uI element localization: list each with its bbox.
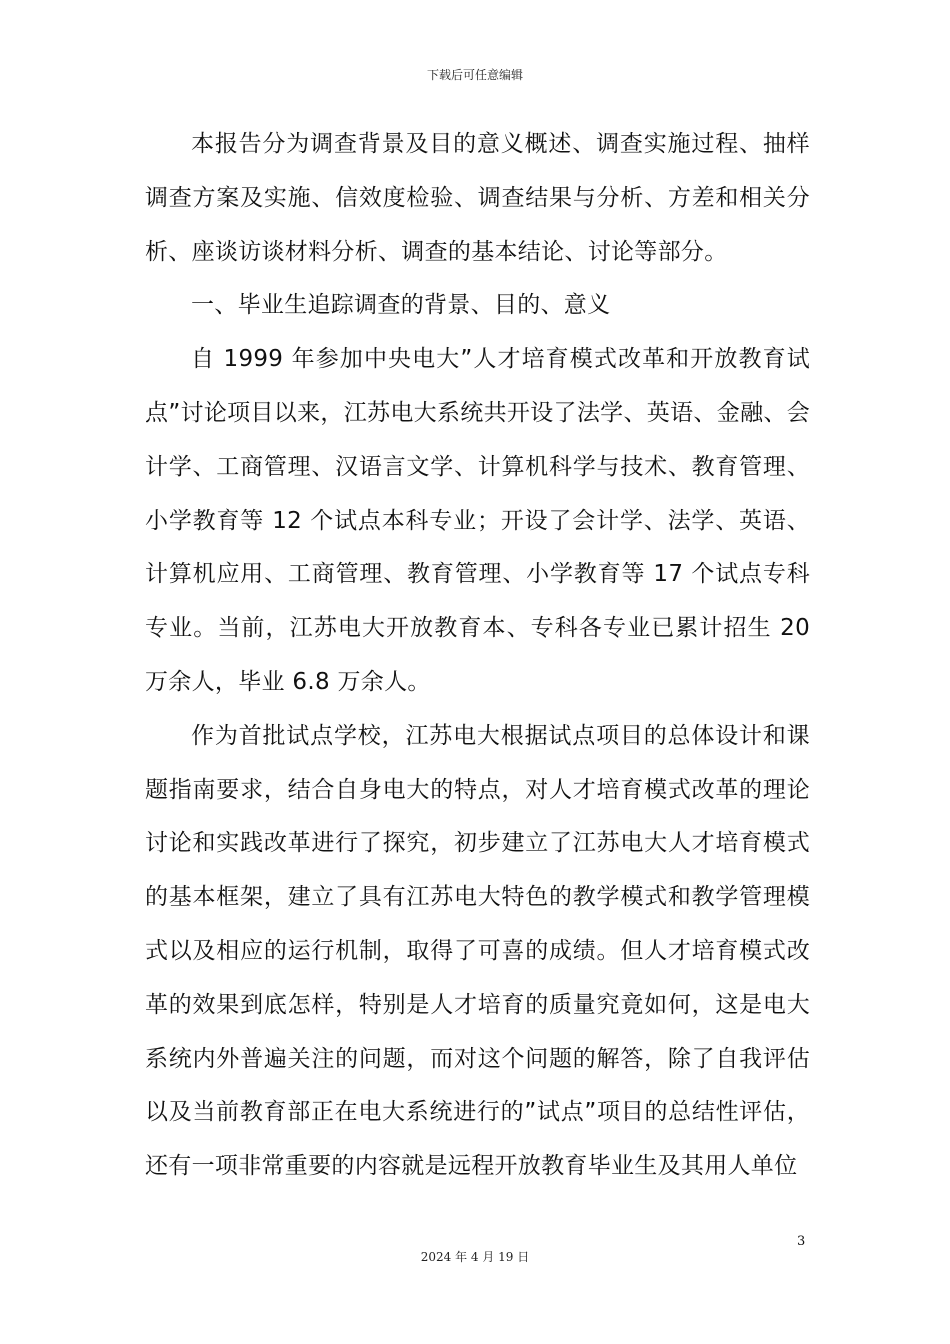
paragraph-background: 自 1999 年参加中央电大”人才培育模式改革和开放教育试点”讨论项目以来，江苏电大系统共开设了法学、英语、金融、会计学、工商管理、汉语言文学、计算机科学与技术、教育管理、小学教育等 12 个试点本科专业；开设了会计学、法学、英语、计算机应用、工商管理、教育管理、小学教育等 17 个试点专科专业。当前，江苏电大开放教育本、专科各专业已累计招生 20 万余人，毕业 6.8 万余人。	[145, 346, 810, 695]
section-heading: 一、毕业生追踪调查的背景、目的、意义	[191, 292, 611, 319]
document-body	[145, 118, 810, 1194]
paragraph-report-structure: 本报告分为调查背景及目的意义概述、调查实施过程、抽样调查方案及实施、信效度检验、调查结果与分析、方差和相关分析、座谈访谈材料分析、调查的基本结论、讨论等部分。	[145, 131, 810, 265]
page-header: 下载后可任意编辑	[426, 68, 523, 82]
paragraph-purpose: 作为首批试点学校，江苏电大根据试点项目的总体设计和课题指南要求，结合自身电大的特点，对人才培育模式改革的理论讨论和实践改革进行了探究，初步建立了江苏电大人才培育模式的基本框架，建立了具有江苏电大特色的教学模式和教学管理模式以及相应的运行机制，取得了可喜的成绩。但人才培育模式改革的效果到底怎样，特别是人才培育的质量究竟如何，这是电大系统内外普遍关注的问题，而对这个问题的解答，除了自我评估以及当前教育部正在电大系统进行的”试点”项目的总结性评估，还有一项非常重要的内容就是远程开放教育毕业生及其用人单位	[145, 722, 810, 1180]
footer-date: 2024 年 4 月 19 日	[420, 1250, 530, 1264]
page-number: 3	[797, 1234, 806, 1249]
